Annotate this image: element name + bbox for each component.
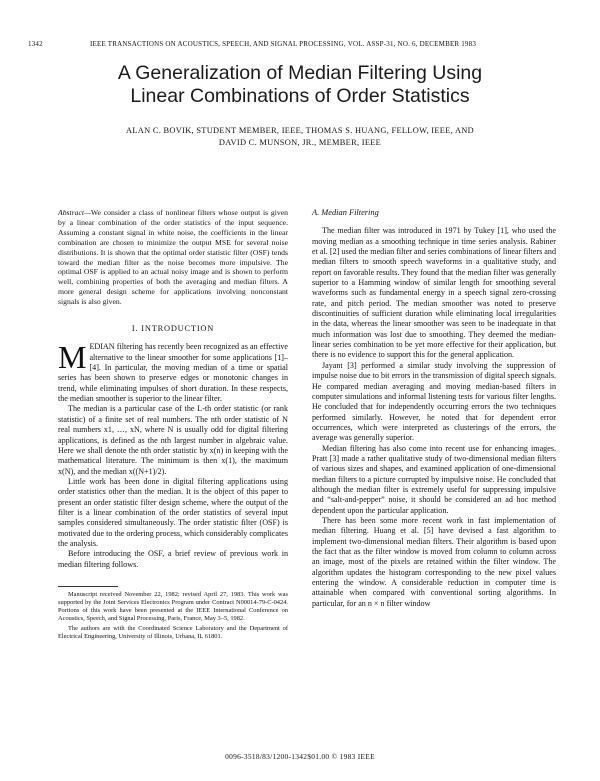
median-paragraph-3: Median filtering has also come into recent use for enhancing images. Pratt [3] made a rather qualitative study of two-dimensional median filters of various sizes and shapes, and examined application of one-dimensional median filters to a picture corrupted by impulsive noise. He concluded that although the median filter is extremely useful for suppressing impulsive and “salt-and-pepper” noise, it should be considered an ad hoc method dependent upon the particular application.	[312, 443, 556, 515]
intro-paragraph-2: The median is a particular case of the L-th order statistic (or rank statistic) of a finite set of real numbers. The nth order statistic of N real numbers x1, …, xN, where N is usually odd for digital filtering applications, is defined as the nth largest number in algebraic value. Here we shall denote the nth order statistic by x(n) in keeping with the mathematical literature. The minimum is then x(1), the maximum x(N), and the median x((N+1)/2).	[58, 404, 288, 476]
drop-cap: M	[58, 339, 87, 376]
abstract-lead: Abstract—	[58, 208, 91, 217]
abstract-text: We consider a class of nonlinear filters whose output is given by a linear combination of the order statistics of the input sequence. Assuming a constant signal in white noise, the coefficients in the linear combination are chosen to minimize the output MSE for several noise distributions. It is shown that the optimal order statistic filter (OSF) tends toward the median filter as the noise becomes more impulsive. The optimal OSF is applied to an actual noisy image and is shown to perform well, combining properties of both the averaging and median filters. A more general design scheme for applications involving nonconstant signals is also given.	[58, 208, 288, 307]
subsection-heading-median-filtering: A. Median Filtering	[312, 208, 379, 217]
median-paragraph-4: There has been some more recent work in fast implementation of median filtering. Huang et al. [5] have devised a fast algorithm to implement two-dimensional median filters. Their algorithm is based upon the fact that as the filter window is moved from column to column across an image, most of the pixels are retained within the filter window. The algorithm updates the histogram corresponding to the new pixel values entering the window. A considerable reduction in computer time is attainable when compared with conventional sorting algorithms. In particular, for an n × n filter window	[312, 515, 556, 608]
running-title: IEEE TRANSACTIONS ON ACOUSTICS, SPEECH, AND SIGNAL PROCESSING, VOL. ASSP-31, NO. 6, DECEMBER 1983	[90, 40, 477, 48]
intro-paragraph-4: Before introducing the OSF, a brief review of previous work in median filtering follows.	[58, 549, 288, 569]
footnote-rule	[58, 586, 118, 587]
footnote-affiliation: The authors are with the Coordinated Science Laboratory and the Department of Electrical Engineering, University of Illinois, Urbana, IL 61801.	[58, 624, 288, 640]
author-block	[0, 125, 600, 149]
page-number: 1342	[28, 40, 43, 48]
title-line-1: A Generalization of Median Filtering Using	[117, 62, 483, 84]
section-heading-introduction: I. INTRODUCTION	[131, 324, 215, 334]
running-header	[28, 40, 572, 52]
footnote-manuscript: Manuscript received November 22, 1982; revised April 27, 1983. This work was supported by the Joint Services Electronics Program under Contract N00014-79-C-0424. Portions of this work have been presented at the IEEE International Conference on Acoustics, Speech, and Signal Processing, Paris, France, May 3–5, 1982.	[58, 590, 288, 622]
left-column	[58, 208, 288, 641]
abstract	[58, 208, 288, 307]
paper-title	[0, 62, 600, 108]
median-paragraph-2: Jayant [3] performed a similar study involving the suppression of impulse noise due to bit errors in the transmission of digital speech signals. He compared median averaging and moving median-based filters in computer simulations and informal listening tests for various filter lengths. He concluded that for independently occurring errors the two techniques performed similarly. However, he noted that for dependent error occurrences, which were interpreted as clusterings of the errors, the average was generally superior.	[312, 360, 556, 443]
authors-line-2: DAVID C. MUNSON, JR., MEMBER, IEEE	[218, 138, 382, 147]
intro-paragraph-1-text: EDIAN filtering has recently been recognized as an effective alternative to the linear smoother for some applications [1]–[4]. In particular, the moving median of a time or spatial series has been shown to preserve edges or monotonic changes in trend, while eliminating impulses of short duration. In these respects, the median smoother is superior to the linear filter.	[58, 342, 288, 404]
title-line-2: Linear Combinations of Order Statistics	[130, 85, 470, 107]
authors-line-1: ALAN C. BOVIK, STUDENT MEMBER, IEEE, THOMAS S. HUANG, FELLOW, IEEE, AND	[126, 126, 474, 135]
intro-paragraph-3: Little work has been done in digital filtering applications using order statistics other than the median. It is the object of this paper to present an order statistic filter design scheme, where the output of the filter is a linear combination of the order statistics of several input samples considered simultaneously. The order statistic filter (OSF) is motivated due to the ordering process, which considerably complicates the analysis.	[58, 476, 288, 548]
copyright-footer: 0096-3518/83/1200-1342$01.00 © 1983 IEEE	[225, 752, 375, 761]
median-paragraph-1: The median filter was introduced in 1971 by Tukey [1], who used the moving median as a smoothing technique in time series analysis. Rabiner et al. [2] used the median filter and series combinations of linear filters and median filters to smooth speech waveforms in a qualitative study, and report on favorable results. They found that the median filter was generally superior to a Hamming window of similar length for smoothing several waveforms such as fundamental energy in a speech signal zero-crossing rate, and pitch period. The median smoother was noted to preserve discontinuities of sufficient duration while eliminating local irregularities in the data, whereas the linear smoother was seen to be inadequate in that much information was lost due to smoothing. They deemed the median-linear series combination to be yet more effective for their application, but there is no evidence to support this for the general application.	[312, 226, 556, 360]
right-column	[312, 208, 556, 609]
intro-paragraph-1	[58, 339, 288, 404]
